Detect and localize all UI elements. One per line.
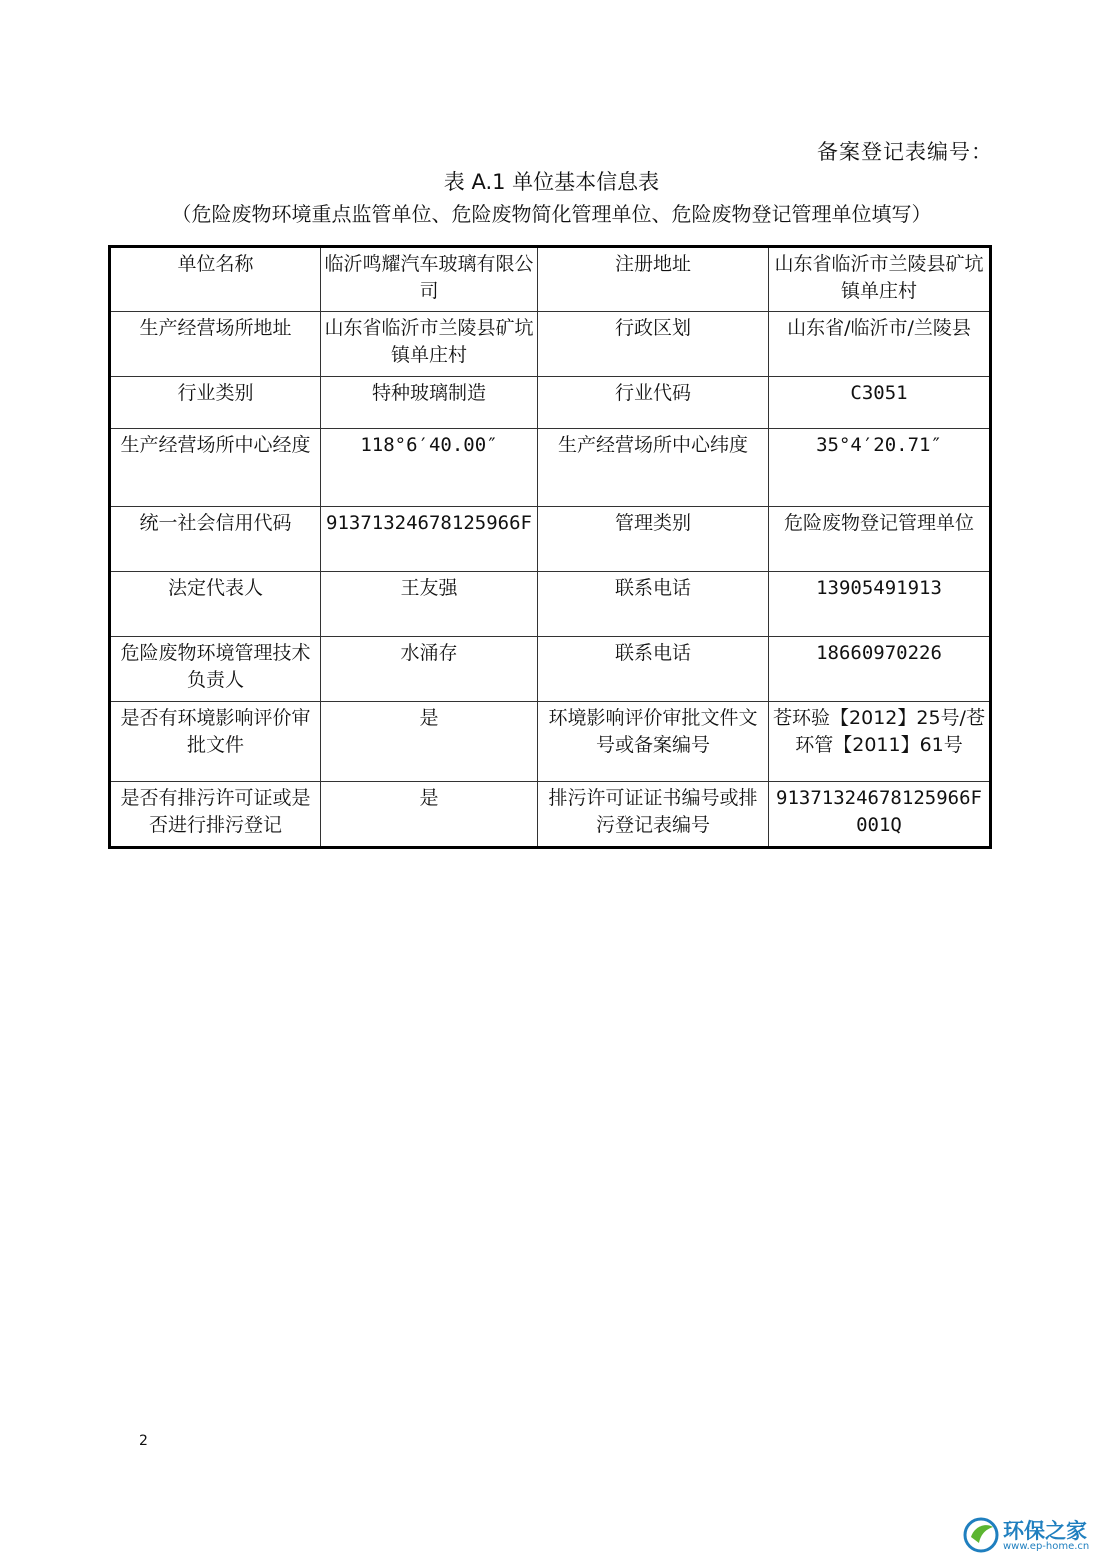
watermark-logo (961, 1515, 1101, 1555)
field-label: 行业类别 (110, 377, 321, 429)
table-row (110, 247, 991, 312)
field-label: 联系电话 (538, 572, 769, 637)
field-label: 单位名称 (110, 247, 321, 312)
field-value: 13905491913 (769, 572, 991, 637)
field-value: 苍环验【2012】25号/苍环管【2011】61号 (769, 702, 991, 782)
field-value: 临沂鸣耀汽车玻璃有限公司 (321, 247, 538, 312)
field-label: 管理类别 (538, 507, 769, 572)
leaf-logo-icon (961, 1515, 1001, 1555)
field-value: C3051 (769, 377, 991, 429)
field-label: 行政区划 (538, 312, 769, 377)
table-title: 表 A.1 单位基本信息表 (443, 170, 660, 194)
field-value: 是 (321, 782, 538, 848)
table-row (110, 572, 991, 637)
field-label: 行业代码 (538, 377, 769, 429)
field-value: 危险废物登记管理单位 (769, 507, 991, 572)
unit-basic-info-table (108, 245, 992, 849)
field-value: 18660970226 (769, 637, 991, 702)
field-label: 生产经营场所地址 (110, 312, 321, 377)
field-value: 特种玻璃制造 (321, 377, 538, 429)
field-label: 联系电话 (538, 637, 769, 702)
field-label: 危险废物环境管理技术负责人 (110, 637, 321, 702)
field-value: 91371324678125966F (321, 507, 538, 572)
table-row (110, 429, 991, 507)
watermark-url: www.ep-home.cn (1003, 1541, 1090, 1552)
table-row (110, 702, 991, 782)
page-number: 2 (139, 1433, 148, 1449)
table-row (110, 507, 991, 572)
table-row (110, 312, 991, 377)
field-label: 生产经营场所中心经度 (110, 429, 321, 507)
field-value: 山东省/临沂市/兰陵县 (769, 312, 991, 377)
field-label: 生产经营场所中心纬度 (538, 429, 769, 507)
field-label: 注册地址 (538, 247, 769, 312)
field-label: 环境影响评价审批文件文号或备案编号 (538, 702, 769, 782)
field-label: 统一社会信用代码 (110, 507, 321, 572)
field-value: 山东省临沂市兰陵县矿坑镇单庄村 (321, 312, 538, 377)
field-value: 山东省临沂市兰陵县矿坑镇单庄村 (769, 247, 991, 312)
watermark-name: 环保之家 (1003, 1519, 1087, 1543)
field-value: 35°4′20.71″ (769, 429, 991, 507)
field-label: 排污许可证证书编号或排污登记表编号 (538, 782, 769, 848)
field-value: 118°6′40.00″ (321, 429, 538, 507)
table-subtitle: （危险废物环境重点监管单位、危险废物简化管理单位、危险废物登记管理单位填写） (171, 202, 932, 226)
field-label: 法定代表人 (110, 572, 321, 637)
field-value: 是 (321, 702, 538, 782)
field-label: 是否有排污许可证或是否进行排污登记 (110, 782, 321, 848)
field-value: 91371324678125966F001Q (769, 782, 991, 848)
table-row (110, 377, 991, 429)
filing-number-label: 备案登记表编号： (817, 140, 993, 164)
table-row (110, 637, 991, 702)
table-row (110, 782, 991, 848)
field-label: 是否有环境影响评价审批文件 (110, 702, 321, 782)
field-value: 水涌存 (321, 637, 538, 702)
field-value: 王友强 (321, 572, 538, 637)
